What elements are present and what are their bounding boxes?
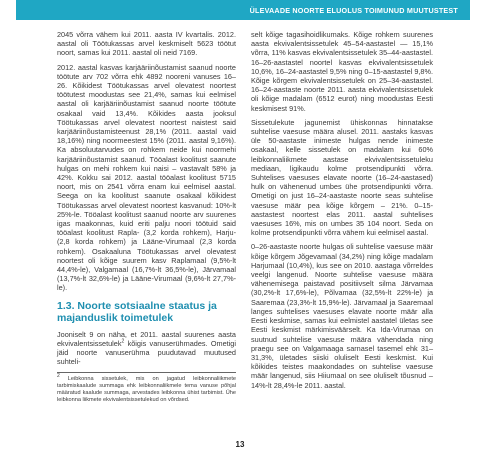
left-paragraph-3 xyxy=(57,330,236,367)
header-title: ÜLEVAADE NOORTE ELUOLUS TOIMUNUD MUUTUSTEST xyxy=(249,5,458,15)
left-paragraph-3-start: Jooniselt 9 on näha, et 2011. aastal suurenes aasta ekvivalentsissetulek xyxy=(57,329,236,348)
page-header xyxy=(16,0,470,20)
right-paragraph-2: Sissetulekute jagunemist ühiskonnas hinnatakse suhtelise vaesuse määra alusel. 2011. aastaks kasvas üle 50-aastaste inimeste hulgas nende inimeste osakaal, kelle sissetulek on madalam kui 60% leibkonnaliikmete aastase ekvivalentsissetuleku mediaan, ligikaudu kolme protsendipunkti võrra. Suhtelises vaesuses elavate noorte (16–24-aastased) hulk on vähenenud umbes ühe protsendipunkti võrra. Ometigi on just 16–24-aastaste noorte seas suhtelise vaesuse määr pea kõige kõrgem – 21%. 0–15-aastastest noortest elas 2011. aastal suhtelises vaesuses 16%, mis on umbes 35 104 noort. Seda on kolme protsendipunkti võrra vähem kui eelmisel aastal. xyxy=(251,117,433,238)
page-number: 13 xyxy=(235,440,245,449)
left-paragraph-2: 2012. aastal kasvas karjääriinõustamist saanud noorte töötute arv 702 võrra ehk 4892 nooreni vanuses 16–26. Kõikidest Töötukassas arvel olevatest noortest töötutest moodustas see 21,4%, samas kui eelmisel aastal oli karjääriinõustamist saanud noorte töötute osakaal vaid 13,4%. Kõikides aasta jooksul Töötukassas arvel olevatest noortest naistest said karjääriinõustamisteenust 28,1% (2011. aastal vaid 18,16%) ning noormeestest 15% (2011. aastal 9,16%). Ka absoluutarvudes on rohkem neide kui noormehi karjääriinõustamist saanud. Tööalast koolitust saanute hulgas on mehi rohkem kui naisi – vastavalt 58% ja 42%. Kokku sai 2012. aastal tööalast koolitust 5715 noort, mis on 2541 võrra enam kui eelmisel aastal. Seega on ka koolitust saanute osakaal kõikidest Töötukassas arvel olevatest noortest kasvanud: 10%-lt 25%-le. Tööalast koolitust saanud noorte arv suurenes igas maakonnas, kuid eriti palju noori töötuid said tööalast koolitust Rapla- (3,2 korda rohkem), Harju- (2,8 korda rohkem) ja Lääne-Virumaal (2,3 korda rohkem). Osakaaluna Töötukassas arvel olevatest noortest oli kõige suurem kasv Raplamaal (9,5%-lt 44,4%-le), Valgamaal (16,7%-lt 36,5%-le), Järvamaal (13,7%-lt 32,6%-le) ja Lääne-Virumaal (9,6%-lt 27,7%-le). xyxy=(57,62,236,293)
footnote-marker: 2 xyxy=(121,338,125,345)
left-paragraph-1: 2045 võrra vähem kui 2011. aasta IV kvartalis. 2012. aastal oli Töötukassas arvel keskmiselt 5623 töötut noort, samas kui 2011. aastal oli neid 7169. xyxy=(57,30,236,58)
right-column xyxy=(251,30,433,395)
footnote-number: 2 xyxy=(57,372,60,379)
right-paragraph-1: selt kõige tagasihoidlikumaks. Kõige rohkem suurenes aasta ekvivalentsissetulek 45–54-aastastel — 15,1% võrra, 11% kasvas ekvivalentsissetulek 35–44-aastastel. 16–26-aastastel noortel kasvas ekvivalentsissetulek 10,6%, 16–24-aastastel 9,5% ning 0–15-aastastel 9,8%. Kõige kõrgem ekvivalentsissetulek on 25–34-aastastel. 16–24-aastaste noorte 2011. aasta ekvivalentsissetulek oli kõige madalam (6512 eurot) ning moodustas Eesti keskmisest 91%. xyxy=(251,30,433,113)
footnote-divider xyxy=(57,372,236,373)
right-paragraph-3: 0–26-aastaste noorte hulgas oli suhtelise vaesuse määr kõige kõrgem Jõgevamaal (34,2%) ning kõige madalam Harjumaal (10,4%), kus see on 2010. aastaga võrreldes veelgi langenud. Noorte suhtelise vaesuse määra vähenemisega paistavad positiivselt silma Järvamaa (30,2%-lt 17,6%-le), Põlvamaa (32,5%-lt 22%-le) ja Saaremaa (23,3%-lt 15,9%-le). Järvamaal ja Saaremaal langes suhtelises vaesuses elavate noorte määr alla Eesti keskmise, samas kui eelmistel aastatel ületas see Eesti keskmist märkimisväärselt. Ka Ida-Virumaa on suutnud suhtelise vaesuse määra vähendada ning praegu see on Valgamaaga sarnasel tasemel ehk 31–31,3%, ületades siiski oluliselt Eesti keskmist. Kui kõikides teistes maakondades on suhtelise vaesuse määr langenud, siis Hiiumaal on see oluliselt tõusnud – 14%-lt 28,4%-le 2011. aastal. xyxy=(251,242,433,390)
section-title: 1.3. Noorte sotsiaalne staatus ja majanduslik toimetulek xyxy=(57,299,217,325)
footnote xyxy=(57,372,236,404)
left-paragraph-3-end: kõigis vanuserühmades. Ometigi jäid noorte vanuserühma puudutavad muutused suhteli- xyxy=(57,338,236,367)
footnote-text: Leibkonna sissetulek, mis on jagatud leibkonnaliikmete tarbimiskaalude summaga ehk leibkonnaliikmele tema vanuse põhjal määratud kaalude summaga, arvestades leibkonna ühist tarbimist. Ühe leibkonna liikmete ekvivalentsissetulekud on võrdsed. xyxy=(57,375,236,403)
left-column xyxy=(57,30,236,409)
